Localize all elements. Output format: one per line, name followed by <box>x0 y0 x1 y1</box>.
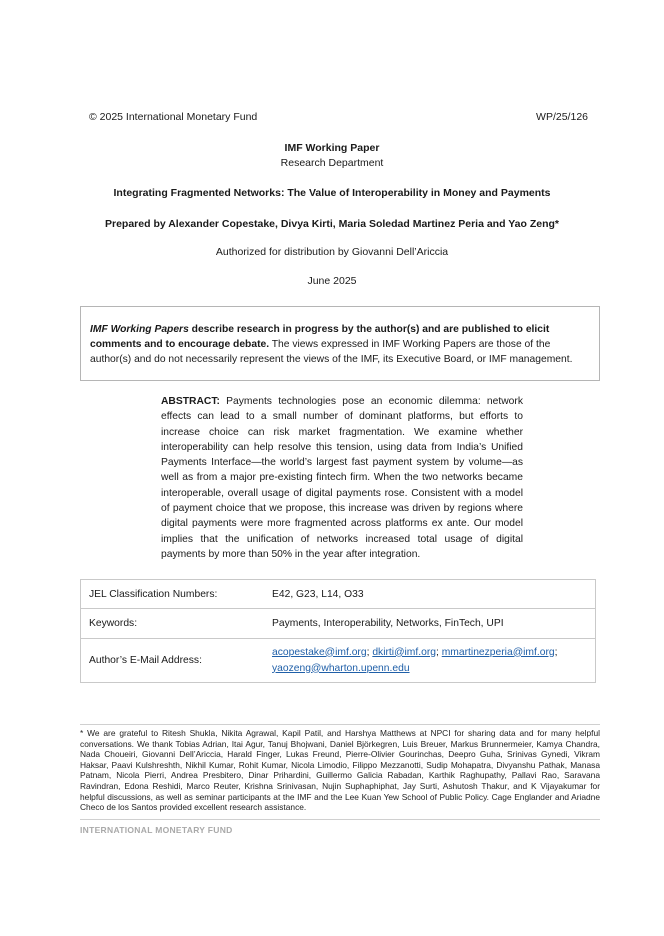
email-list <box>264 639 596 683</box>
email-link-copestake[interactable]: acopestake@imf.org <box>272 646 367 658</box>
email-separator: ; <box>436 646 442 658</box>
acknowledgements-footnote: * We are grateful to Ritesh Shukla, Nikita Agrawal, Kapil Patil, and Harshya Matthews at NPCI for sharing data and for many helpful conversations. We thank Tobias Adrian, Itai Agur, Tanuj Bhojwani, Daniel Björkegren, Luis Breuer, Markus Brunnermeier, Kamya Chandra, Nada Choueiri, Giovanni Dell’Ariccia, Harald Finger, Lukas Freund, Pierre-Olivier Gourinchas, Deepro Guha, Srinivas Gynedi, Vikram Haksar, Paavi Kulshreshth, Nikhil Kumar, Rohit Kumar, Nicola Limodio, Filippo Mezzanotti, Sudip Mohapatra, Divyanshu Pathak, Manasa Patnam, Nicola Pierri, Andrea Presbitero, Dinar Prihardini, Guillermo Galicia Rabadan, Karthik Raghupathy, Pallavi Rao, Saravana Ravindran, Edona Reshidi, Marco Reuter, Krishna Srinivasan, Nujin Suphaphiphat, Jay Surti, Ashutosh Thakur, and K Vijayakumar for helpful discussions, as well as seminar participants at the IMF and the Lee Kuan Yew School of Public Policy. Cage Englander and Ariadne Checo de los Santos provided excellent research assistance. <box>80 728 600 813</box>
keywords-label: Keywords: <box>81 609 265 639</box>
jel-label: JEL Classification Numbers: <box>81 580 265 609</box>
authors-line: Prepared by Alexander Copestake, Divya Kirti, Maria Soledad Martinez Peria and Yao Zeng* <box>105 218 559 230</box>
paper-type: IMF Working Paper <box>284 142 380 154</box>
abstract <box>161 394 523 562</box>
table-row <box>81 580 596 609</box>
footnote-divider <box>80 724 600 725</box>
email-link-martinezperia[interactable]: mmartinezperia@imf.org <box>441 646 555 658</box>
footer-divider <box>80 819 600 820</box>
authorized-by: Authorized for distribution by Giovanni Dell’Ariccia <box>215 246 449 258</box>
disclaimer-text: The views expressed in IMF Working Papers are those of the author(s) and do not necessarily represent the views of the IMF, its Executive Board, or IMF management. <box>90 339 573 365</box>
email-separator-trailing: ; <box>554 646 558 658</box>
publication-date: June 2025 <box>307 275 357 287</box>
paper-title: Integrating Fragmented Networks: The Value of Interoperability in Money and Payments <box>113 187 551 199</box>
department: Research Department <box>280 157 384 169</box>
email-separator: ; <box>366 646 373 658</box>
footer-label: INTERNATIONAL MONETARY FUND <box>80 825 233 835</box>
metadata-table <box>80 579 596 683</box>
disclaimer-label: IMF Working Papers <box>90 324 189 335</box>
email-label: Author’s E-Mail Address: <box>81 639 265 683</box>
keywords-value: Payments, Interoperability, Networks, FinTech, UPI <box>264 609 596 639</box>
abstract-label: ABSTRACT: <box>161 396 220 407</box>
jel-value: E42, G23, L14, O33 <box>264 580 596 609</box>
email-link-kirti[interactable]: dkirti@imf.org <box>372 646 436 658</box>
copyright-notice: © 2025 International Monetary Fund <box>89 111 258 123</box>
table-row <box>81 609 596 639</box>
email-link-zeng[interactable]: yaozeng@wharton.upenn.edu <box>272 662 410 674</box>
abstract-text: Payments technologies pose an economic dilemma: network effects can lead to a small number of dominant platforms, but efforts to increase choice can risk market fragmentation. We examine whether interoperability can help resolve this tension, using data from India’s Unified Payments Interface—the world’s largest fast payment system by volume—as well as from a major pre-existing fintech firm. When the two networks became interoperable, overall usage of digital payments rose. Consistent with a model of payment choice that we propose, this increase was driven by regions where digital payments were more fragmented across platforms ex ante. Our model implies that the unification of networks increased total usage of digital payments by more than 50% in the year after integration. <box>161 396 523 560</box>
disclaimer-bold-text: describe research in progress by the author(s) and are published to elicit comments and to encourage debate. <box>90 324 550 350</box>
working-paper-number: WP/25/126 <box>536 111 588 123</box>
table-row <box>81 639 596 683</box>
disclaimer-box <box>80 306 600 381</box>
